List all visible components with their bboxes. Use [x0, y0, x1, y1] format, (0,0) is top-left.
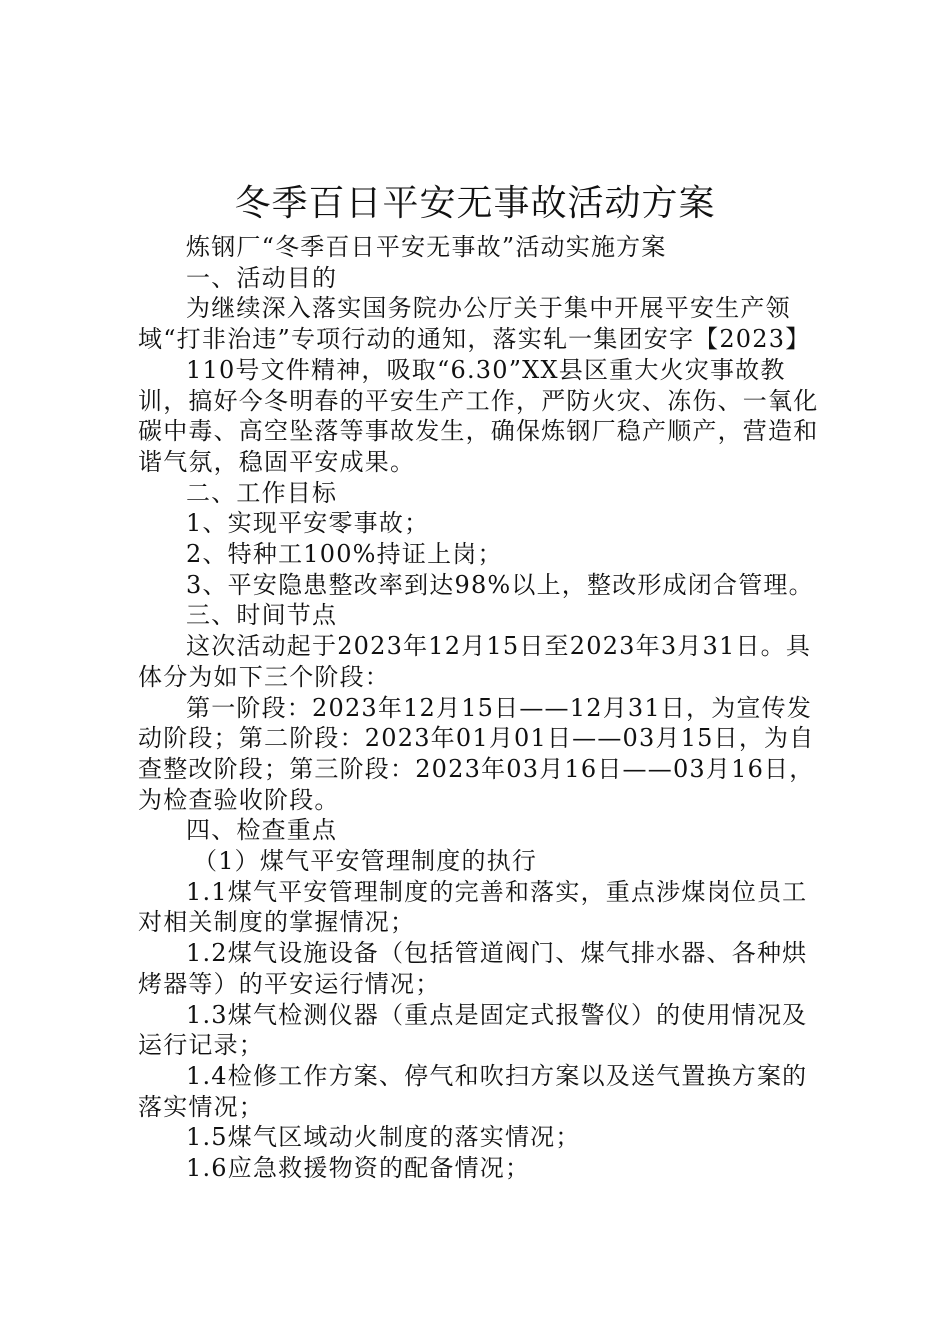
list-item: 1.6应急救援物资的配备情况；	[186, 1154, 531, 1183]
paragraph: 110号文件精神，吸取“6.30”XX县区重大火灾事故教训，搞好今冬明春的平安生产工作，严防火灾、冻伤、一氧化碳中毒、高空坠落等事故发生，确保炼钢厂稳产顺产，营造和谐气氛，稳固平安成果。	[138, 355, 819, 476]
list-item: 1.2煤气设施设备（包括管道阀门、煤气排水器、各种烘烤器等）的平安运行情况；	[138, 939, 808, 998]
paragraph-subtitle: 炼钢厂“冬季百日平安无事故”活动实施方案	[186, 233, 667, 261]
list-item: 1、实现平安零事故；	[186, 509, 430, 538]
section-heading: 四、检查重点	[186, 816, 338, 845]
section-heading: 二、工作目标	[186, 478, 338, 507]
paragraph: 第一阶段：2023年12月15日——12月31日，为宣传发动阶段；第二阶段：2023年01月01日——03月15日，为自查整改阶段；第三阶段：2023年03月16日——03月16日，为检查验收阶段。	[138, 693, 815, 814]
paragraph: 为继续深入落实国务院办公厅关于集中开展平安生产领域“打非治违”专项行动的通知，落实轧一集团安字【2023】	[138, 294, 811, 354]
paragraph: 这次活动起于2023年12月15日至2023年3月31日。具体分为如下三个阶段：	[138, 632, 812, 691]
list-item: 3、平安隐患整改率到达98%以上，整改形成闭合管理。	[186, 570, 814, 599]
document-body	[138, 232, 828, 1184]
list-item: 1.4检修工作方案、停气和吹扫方案以及送气置换方案的落实情况；	[138, 1061, 808, 1121]
document-title: 冬季百日平安无事故活动方案	[234, 183, 716, 224]
list-item: 2、特种工100%持证上岗；	[186, 540, 503, 569]
list-item: 1.5煤气区域动火制度的落实情况；	[186, 1123, 581, 1152]
section-heading: 一、活动目的	[186, 263, 338, 292]
subsection-heading: （1）煤气平安管理制度的执行	[193, 847, 538, 876]
section-heading: 三、时间节点	[186, 601, 338, 630]
list-item: 1.1煤气平安管理制度的完善和落实，重点涉煤岗位员工对相关制度的掌握情况；	[138, 877, 808, 937]
list-item: 1.3煤气检测仪器（重点是固定式报警仪）的使用情况及运行记录；	[138, 1000, 808, 1060]
